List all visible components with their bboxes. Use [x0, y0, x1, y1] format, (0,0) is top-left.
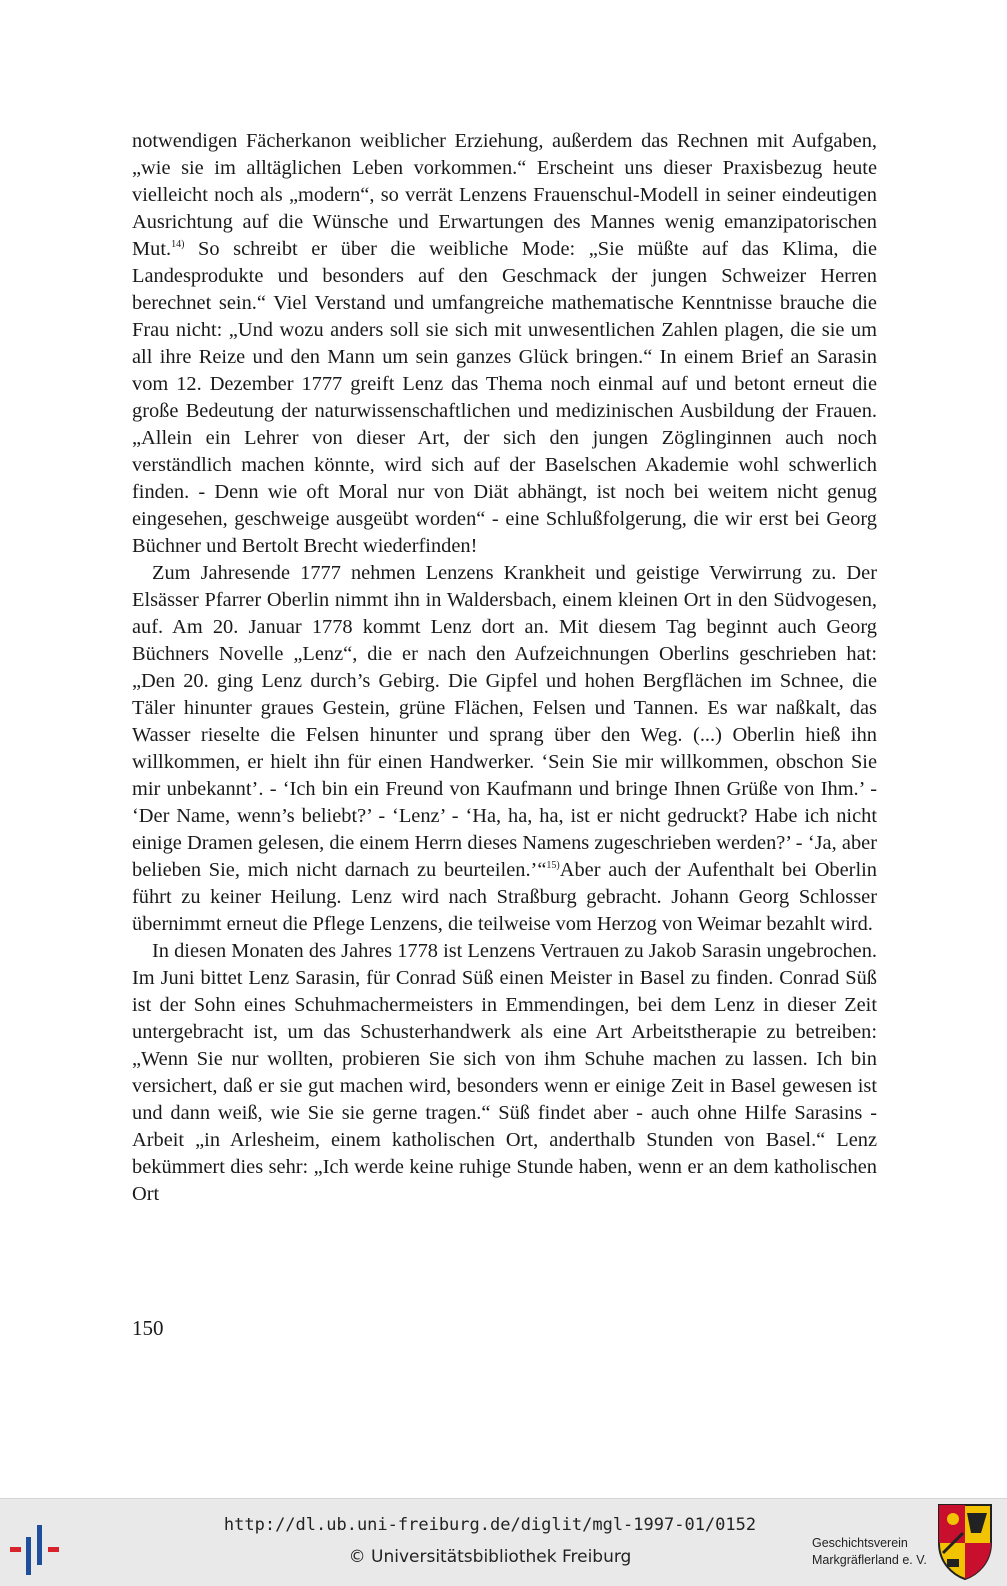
paragraph-text: In diesen Monaten des Jahres 1778 ist Lenzens Vertrauen zu Jakob Sarasin ungebrochen. Im Juni bittet Lenz Sarasin, für Conrad Süß einen Meister in Basel zu finden. Conrad Süß ist der Sohn eines Schuhmachermeisters in Emmendingen, bei dem Lenz in dieser Zeit untergebracht ist, um das Schusterhandwerk als eine Art Arbeitstherapie zu betreiben: „Wenn Sie nur wollten, probieren Sie sich von ihm Schuhe machen zu lassen. Ich bin versichert, daß er sie gut machen wird, besonders wenn er einige Zeit in Basel gewesen ist und dann weiß, wie Sie sie gerne tragen.“ Süß findet aber - auch ohne Hilfe Sarasins - Arbeit „in Arlesheim, einem katholischen Ort, anderthalb Stunden von Basel.“ Lenz bekümmert dies sehr: „Ich werde keine ruhige Stunde haben, wenn er an dem katholischen Ort — [132, 940, 877, 1205]
ub-freiburg-logo-icon[interactable] — [10, 1525, 64, 1577]
paragraph — [132, 938, 877, 1208]
paragraph-text: Zum Jahresende 1777 nehmen Lenzens Krankheit und geistige Verwirrung zu. Der Elsässer Pfarrer Oberlin nimmt ihn in Waldersbach, einem kleinen Ort in den Südvogesen, auf. Am 20. Januar 1778 kommt Lenz dort an. Mit diesem Tag beginnt auch Georg Büchners Novelle „Lenz“, die er nach den Aufzeichnungen Oberlins geschrieben hat: „Den 20. ging Lenz durch’s Gebirg. Die Gipfel und hohen Bergflächen im Schnee, die Täler hinunter graues Gestein, grüne Flächen, Felsen und Tannen. Es war naßkalt, das Wasser rieselte die Felsen hinunter und sprang über den Weg. (...) Oberlin hieß ihn willkommen, er hielt ihn für einen Handwerker. ‘Sein Sie mir willkommen, obschon Sie mir unbekannt’. - ‘Ich bin ein Freund von Kaufmann und bringe Ihnen Grüße von Ihm.’ - ‘Der Name, wenn’s beliebt?’ - ‘Lenz’ - ‘Ha, ha, ha, ist er nicht gedruckt? Habe ich nicht einige Dramen gelesen, die einem Herrn dieses Namens zugeschrieben werden?’ - ‘Ja, aber belieben Sie, mich nicht darnach zu beurteilen.’“ — [132, 562, 877, 881]
coat-of-arms-icon[interactable] — [937, 1503, 993, 1581]
paragraph-text: Aber auch der Aufenthalt bei Oberlin führt zu keiner Heilung. Lenz wird nach Straßburg gebracht. Johann Georg Schlosser übernimmt erneut die Pflege Lenzens, die teilweise vom Herzog von Weimar bezahlt wird. — [132, 859, 877, 935]
page-number: 150 — [132, 1316, 164, 1340]
paragraph-text: notwendigen Fächerkanon weiblicher Erziehung, außerdem das Rechnen mit Aufgaben, „wie sie im alltäglichen Leben vorkommen.“ Erscheint uns dieser Praxisbezug heute vielleicht noch als „modern“, so verrät Lenzens Frauenschul-Modell in seiner eindeutigen Ausrichtung auf die Wünsche und Erwartungen des Mannes wenig emanzipatorischen Mut. — [132, 130, 877, 260]
society-name-line: Geschichtsverein — [812, 1536, 908, 1550]
paragraph — [132, 560, 877, 938]
footer-bar — [0, 1498, 1007, 1586]
copyright-text: © Universitätsbibliothek Freiburg — [348, 1547, 632, 1567]
paragraph — [132, 128, 877, 560]
document-url-link[interactable]: http://dl.ub.uni-freiburg.de/diglit/mgl-1997-01/0152 — [223, 1515, 757, 1535]
society-name — [812, 1535, 927, 1569]
body-text — [132, 128, 877, 1208]
paragraph-text: So schreibt er über die weibliche Mode: „Sie müßte auf das Klima, die Landesprodukte und besonders auf den Geschmack der jungen Schweizer Herren berechnet sein.“ Viel Verstand und umfangreiche mathematische Kenntnisse brauche die Frau nicht: „Und wozu anders soll sie sich mit unwesentlichen Zahlen plagen, die sie um all ihre Reize und den Mann um sein ganzes Glück bringen.“ In einem Brief an Sarasin vom 12. Dezember 1777 greift Lenz das Thema noch einmal auf und betont erneut die große Bedeutung der naturwissenschaftlichen und medizinischen Ausbildung der Frauen. „Allein ein Lehrer von dieser Art, der sich den jungen Zöglinginnen auch noch verständlich machen könnte, wird sich auf der Baselschen Akademie wohl schwerlich finden. - Denn wie oft Moral nur von Diät abhängt, ist noch bei weitem nicht genug eingesehen, geschweige ausgeübt worden“ - eine Schlußfolgerung, die wir erst bei Georg Büchner und Bertolt Brecht wiederfinden! — [132, 238, 877, 557]
footnote-ref: 14) — [171, 239, 185, 250]
footnote-ref: 15) — [546, 860, 560, 871]
society-name-line: Markgräflerland e. V. — [812, 1553, 927, 1567]
